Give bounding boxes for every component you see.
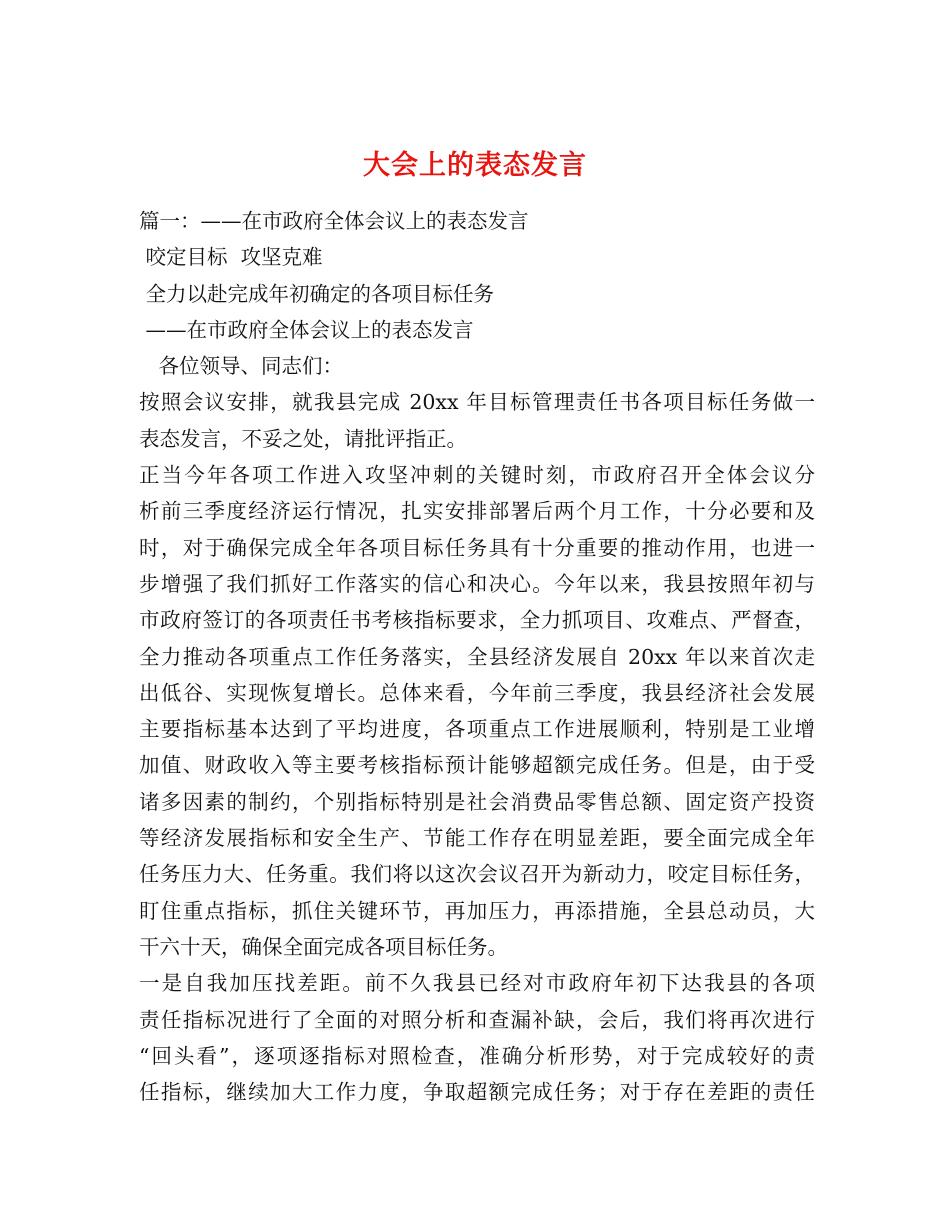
text-line: 时，对于确保完成全年各项目标任务具有十分重要的推动作用，也进一 [139,535,815,560]
text-line: 诸多因素的制约，个别指标特别是社会消费品零售总额、固定资产投资 [139,789,815,814]
text-line: ——在市政府全体会议上的表态发言 [139,317,474,342]
text-line: “回头看”，逐项逐指标对照检查，准确分析形势，对于完成较好的责 [139,1043,815,1068]
text-line: 任务压力大、任务重。我们将以这次会议召开为新动力，咬定目标任务， [139,862,815,887]
text-line: 盯住重点指标，抓住关键环节，再加压力，再添措施，全县总动员，大 [139,898,815,923]
text-line: 责任指标况进行了全面的对照分析和查漏补缺，会后，我们将再次进行 [139,1007,815,1032]
text-line: 加值、财政收入等主要考核指标预计能够超额完成任务。但是，由于受 [139,753,815,778]
text-line: 一是自我加压找差距。前不久我县已经对市政府年初下达我县的各项 [139,971,815,996]
text-line: 正当今年各项工作进入攻坚冲刺的关键时刻，市政府召开全体会议分 [139,463,815,488]
document-title: 大会上的表态发言 [363,150,587,182]
text-line: 市政府签订的各项责任书考核指标要求，全力抓项目、攻难点、严督查， [139,608,815,633]
text-line: 等经济发展指标和安全生产、节能工作存在明显差距，要全面完成全年 [139,826,815,851]
text-line: 各位领导、同志们： [139,354,344,379]
text-line: 咬定目标 攻坚克难 [139,245,323,270]
text-line: 主要指标基本达到了平均进度，各项重点工作进展顺利，特别是工业增 [139,717,815,742]
text-line: 析前三季度经济运行情况，扎实安排部署后两个月工作，十分必要和及 [139,499,815,524]
document-body [139,203,815,1110]
text-line: 干六十天，确保全面完成各项目标任务。 [139,934,508,959]
text-line: 全力推动各项重点工作任务落实，全县经济发展自 20xx 年以来首次走 [139,644,815,669]
text-line: 任指标，继续加大工作力度，争取超额完成任务；对于存在差距的责任 [139,1080,815,1105]
text-line: 篇一：——在市政府全体会议上的表态发言 [139,209,529,233]
text-line: 表态发言，不妥之处，请批评指正。 [139,426,467,451]
text-line: 全力以赴完成年初确定的各项目标任务 [139,281,495,306]
text-line: 出低谷、实现恢复增长。总体来看，今年前三季度，我县经济社会发展 [139,680,815,705]
text-line: 步增强了我们抓好工作落实的信心和决心。今年以来，我县按照年初与 [139,571,815,596]
text-line: 按照会议安排，就我县完成 20xx 年目标管理责任书各项目标任务做一 [139,390,815,415]
